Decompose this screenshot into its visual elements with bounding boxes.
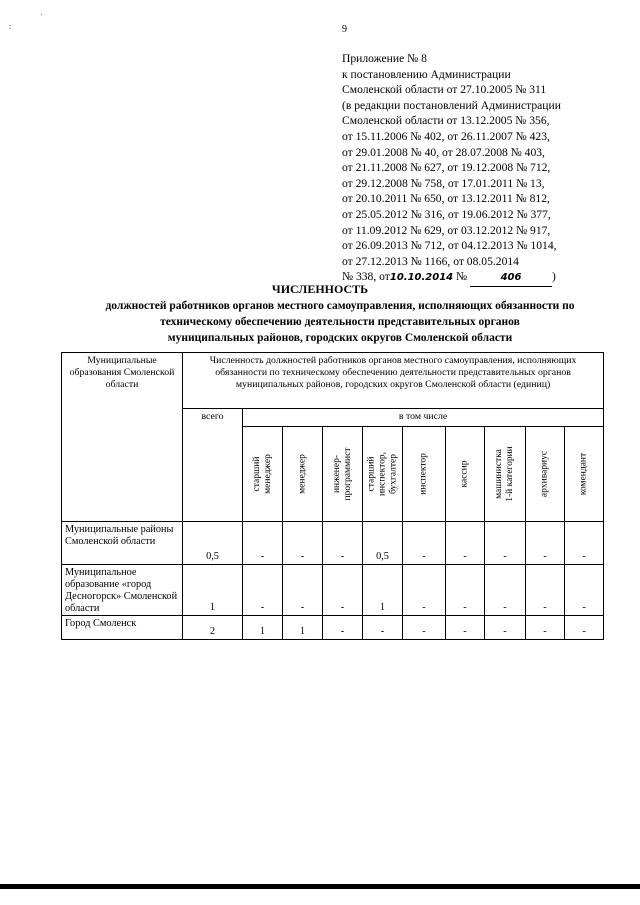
position-header-label: менеджер: [297, 454, 307, 494]
col-municipality-header: Муниципальные образования Смоленской области: [62, 353, 183, 522]
table-row: [62, 565, 604, 616]
scan-speck: `: [40, 13, 43, 22]
document-subtitle: [60, 298, 620, 346]
value-cell: -: [485, 522, 526, 565]
table-row: [62, 616, 604, 640]
position-header: [243, 427, 283, 522]
closing-paren: ): [552, 270, 556, 284]
value-cell: -: [446, 616, 485, 640]
position-header-label: машинистка 1-й категории: [494, 446, 515, 502]
bottom-rule: [0, 884, 640, 889]
value-cell: -: [323, 616, 363, 640]
appendix-line: к постановлению Администрации: [342, 67, 511, 81]
value-cell: -: [446, 522, 485, 565]
value-cell: -: [565, 565, 604, 616]
scan-speck: :: [9, 22, 12, 31]
appendix-lines: [342, 51, 627, 269]
appendix-line: от 21.11.2008 № 627, от 19.12.2008 № 712,: [342, 161, 551, 175]
value-cell: -: [485, 616, 526, 640]
appendix-note: [342, 51, 627, 287]
position-header-label: инспектор: [418, 453, 429, 495]
subtitle-line: муниципальных районов, городских округов Смоленской области: [167, 332, 513, 344]
value-cell: -: [526, 616, 565, 640]
staffing-table: [61, 352, 604, 640]
position-header: [363, 427, 403, 522]
including-header: в том числе: [243, 409, 604, 427]
appendix-line: (в редакции постановлений Администрации: [342, 98, 561, 112]
col-total-header: всего: [183, 409, 243, 522]
handwritten-number: 406: [500, 272, 522, 284]
value-cell: -: [243, 565, 283, 616]
position-header: [323, 427, 363, 522]
position-header-label: инженер- программист: [331, 447, 353, 501]
last-line-prefix: № 338, от: [342, 270, 390, 284]
number-sign: №: [456, 270, 468, 284]
value-cell: 1: [243, 616, 283, 640]
value-cell: -: [283, 565, 323, 616]
subtitle-line: должностей работников органов местного самоуправления, исполняющих обязанности по: [105, 300, 575, 312]
appendix-line: от 15.11.2006 № 402, от 26.11.2007 № 423,: [342, 129, 550, 143]
subtitle-line: техническому обеспечению деятельности представительных органов: [160, 316, 520, 328]
position-header: [403, 427, 446, 522]
value-cell: -: [485, 565, 526, 616]
position-header-label: старший инспектор, бухгалтер: [366, 451, 398, 497]
appendix-line: от 20.10.2011 № 650, от 13.12.2011 № 812,: [342, 192, 550, 206]
appendix-line: от 29.01.2008 № 40, от 28.07.2008 № 403,: [342, 145, 545, 159]
value-cell: 1: [363, 565, 403, 616]
handwritten-date: 10.10.2014: [389, 272, 454, 284]
value-cell: -: [403, 616, 446, 640]
position-header-label: архивариус: [539, 450, 550, 498]
value-cell: -: [363, 616, 403, 640]
value-cell: -: [243, 522, 283, 565]
value-cell: -: [446, 565, 485, 616]
position-header: [526, 427, 565, 522]
total-cell: 2: [183, 616, 243, 640]
table-row: [62, 522, 604, 565]
appendix-line: Смоленской области от 27.10.2005 № 311: [342, 83, 547, 97]
appendix-line: Смоленской области от 13.12.2005 № 356,: [342, 114, 550, 128]
appendix-line: от 11.09.2012 № 629, от 03.12.2012 № 917,: [342, 223, 551, 237]
appendix-line: от 25.05.2012 № 316, от 19.06.2012 № 377,: [342, 207, 551, 221]
count-group-header: Численность должностей работников органов местного самоуправления, исполняющих обязанности по техническому обеспечению деятельности представительных органов муниципальных районов, городских округов Смоленской области (единиц): [183, 353, 604, 409]
municipality-name: Муниципальное образование «город Десногорск» Смоленской области: [62, 565, 183, 616]
value-cell: -: [403, 565, 446, 616]
value-cell: -: [323, 565, 363, 616]
value-cell: -: [403, 522, 446, 565]
value-cell: -: [526, 565, 565, 616]
appendix-line: от 29.12.2008 № 758, от 17.01.2011 № 13,: [342, 176, 545, 190]
appendix-line: от 27.12.2013 № 1166, от 08.05.2014: [342, 254, 519, 268]
position-header-label: комендант: [578, 452, 589, 496]
position-header: [446, 427, 485, 522]
appendix-line: Приложение № 8: [342, 52, 427, 65]
value-cell: -: [526, 522, 565, 565]
value-cell: -: [283, 522, 323, 565]
position-header-label: старший менеджер: [251, 454, 273, 494]
municipality-name: Муниципальные районы Смоленской области: [62, 522, 183, 565]
value-cell: -: [565, 616, 604, 640]
document-title: ЧИСЛЕННОСТЬ: [271, 282, 369, 296]
total-cell: 1: [183, 565, 243, 616]
total-cell: 0,5: [183, 522, 243, 565]
position-header: [283, 427, 323, 522]
value-cell: 0,5: [363, 522, 403, 565]
municipality-name: Город Смоленск: [62, 616, 183, 640]
value-cell: -: [323, 522, 363, 565]
position-header: [565, 427, 604, 522]
value-cell: 1: [283, 616, 323, 640]
value-cell: -: [565, 522, 604, 565]
position-header: [485, 427, 526, 522]
position-header-label: кассир: [459, 460, 470, 488]
appendix-line: от 26.09.2013 № 712, от 04.12.2013 № 1014,: [342, 239, 557, 253]
page-number: 9: [342, 24, 347, 35]
